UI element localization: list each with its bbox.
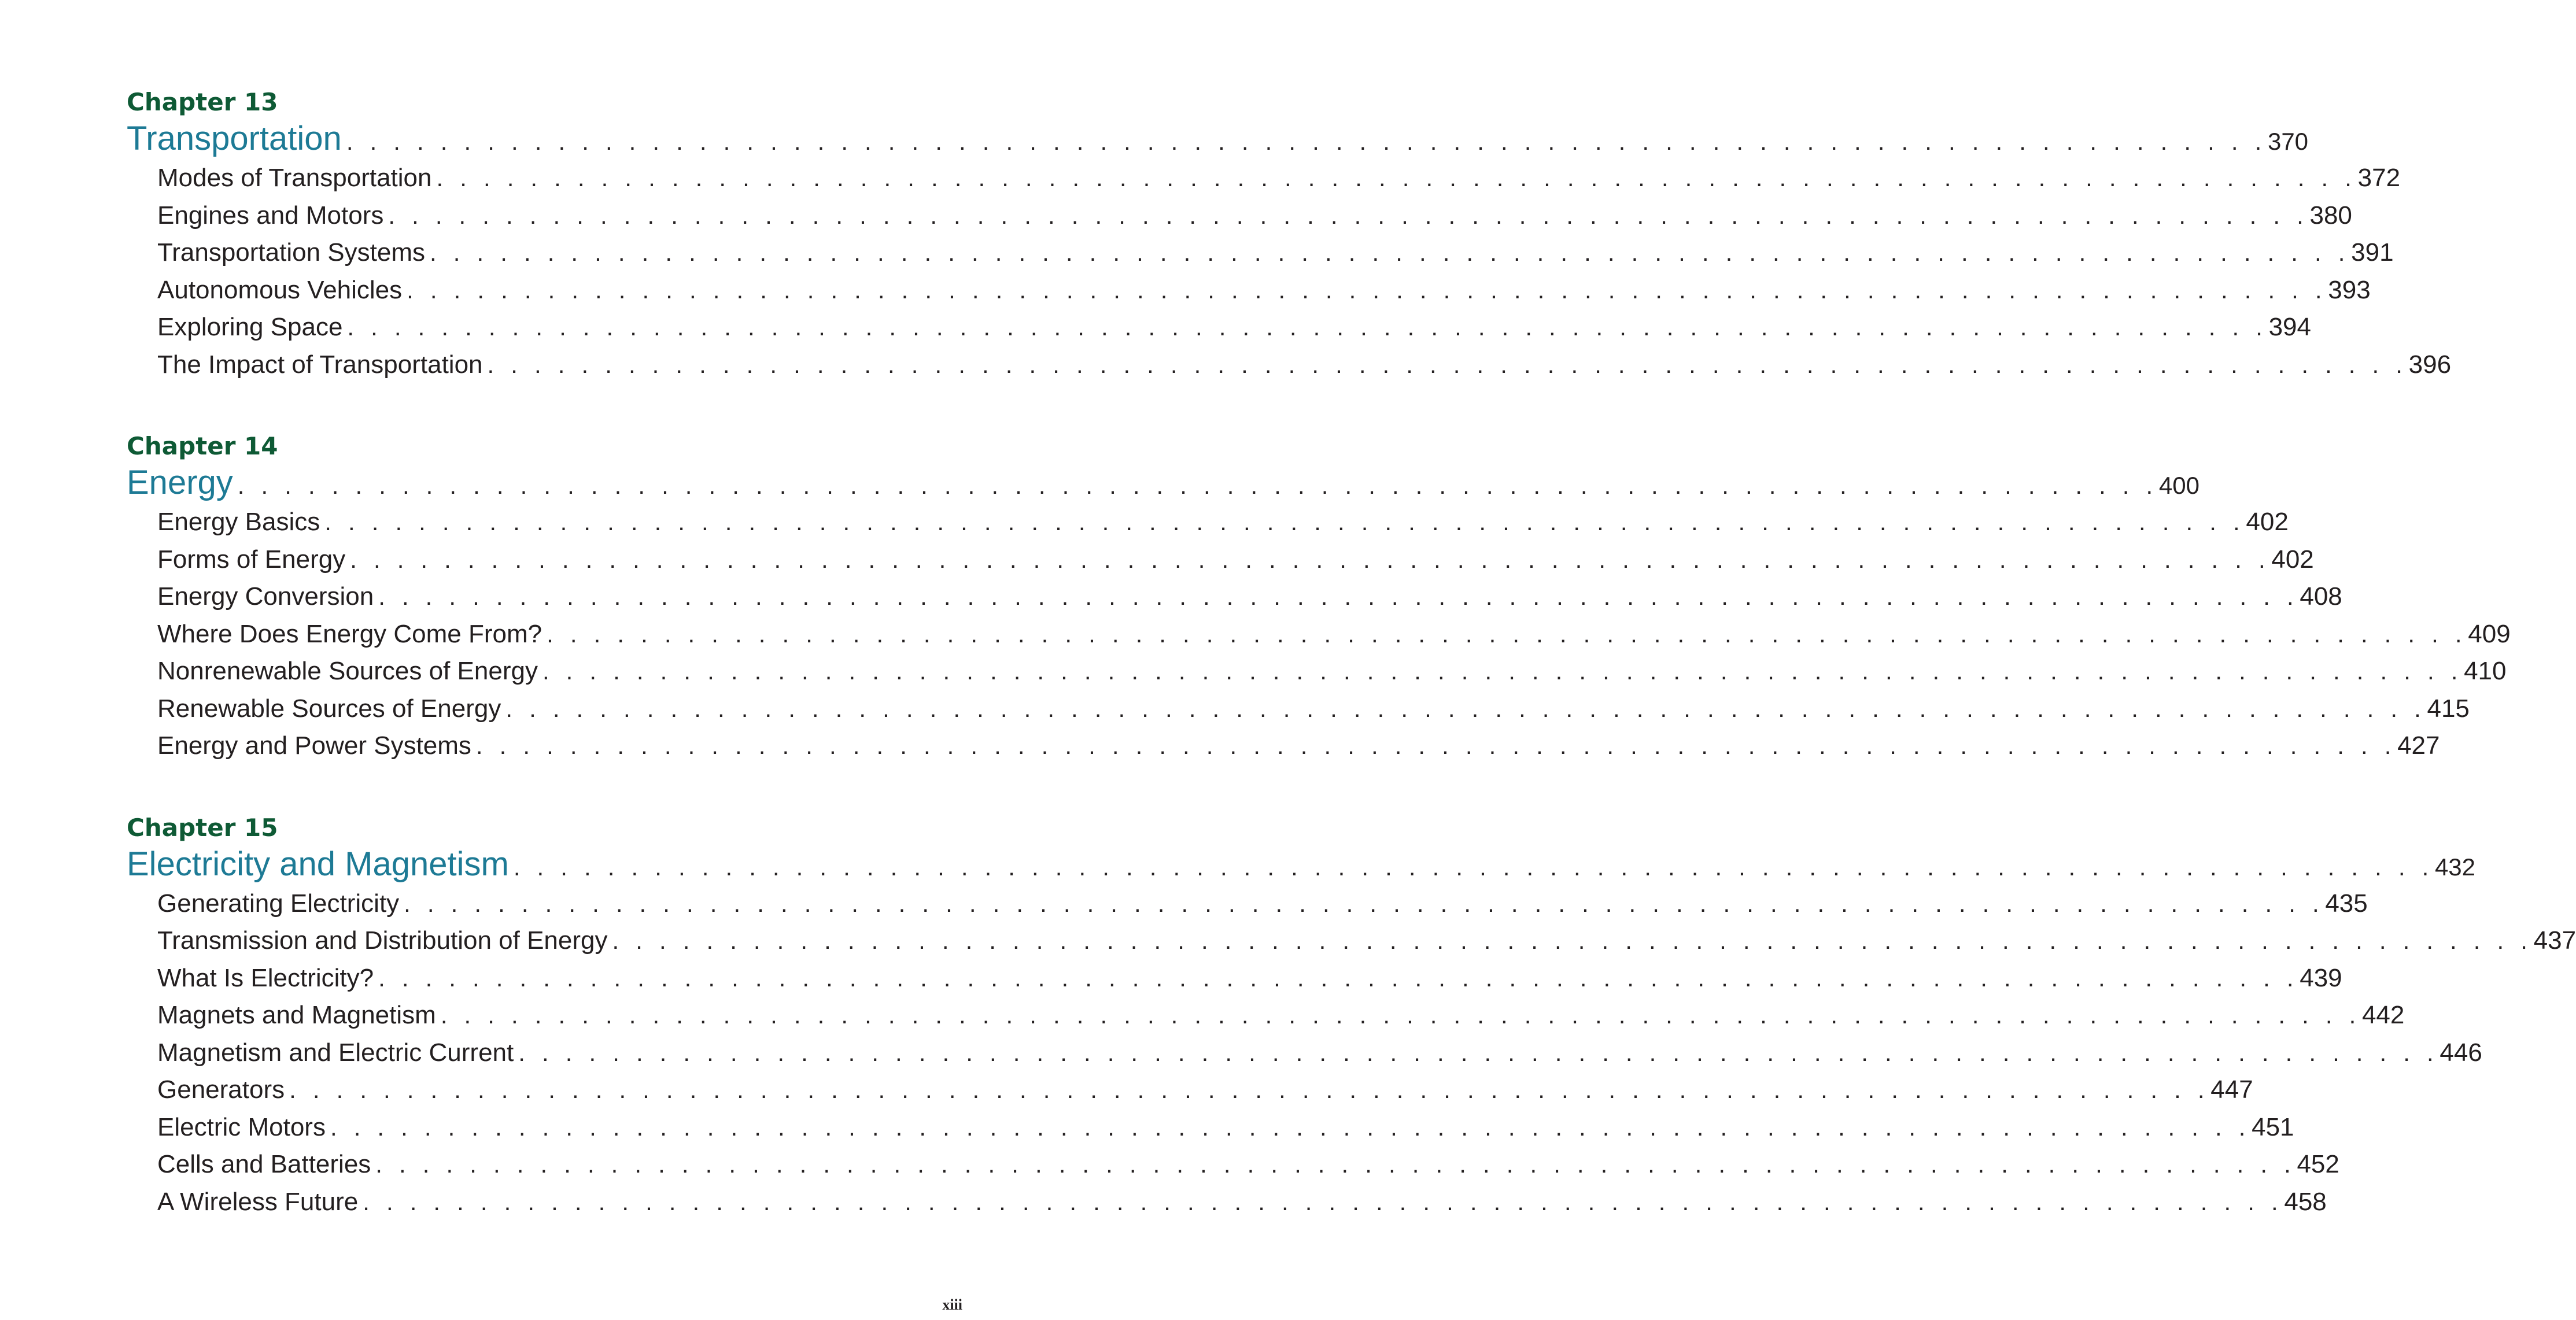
section-entry[interactable] [127,653,2507,690]
section-page-number: 435 [2325,889,2368,918]
section-page-number: 409 [2468,619,2511,648]
section-title: Renewable Sources of Energy [157,694,501,723]
dot-leader: . . . . . . . . . . . . . . . . . . . . . . . . . . . . . . . . . . . . . . . . . . . . . . . . . . . . . . . . . . . . . . . . . . . . . . . . . . . . . . . . . . [330,1113,2251,1141]
dot-leader: . . . . . . . . . . . . . . . . . . . . . . . . . . . . . . . . . . . . . . . . . . . . . . . . . . . . . . . . . . . . . . . . . . . . . . . . . . . . . . . . . . [487,350,2408,378]
section-page-number: 452 [2297,1150,2339,1178]
section-page-number: 380 [2309,201,2352,230]
section-title: Nonrenewable Sources of Energy [157,657,538,685]
section-title: Engines and Motors [157,201,384,230]
section-entry[interactable] [127,616,2511,653]
section-page-number: 442 [2361,1001,2405,1029]
section-entry[interactable] [127,690,2470,728]
section-entry[interactable] [127,272,2371,309]
section-title: Autonomous Vehicles [157,275,403,304]
chapter-title-entry[interactable] [127,844,2476,885]
section-title: Generators [157,1075,285,1104]
chapter-block [127,812,2576,1221]
section-entry[interactable] [127,960,2342,997]
dot-leader: . . . . . . . . . . . . . . . . . . . . . . . . . . . . . . . . . . . . . . . . . . . . . . . . . . . . . . . . . . . . . . . . . . . . . . . . . . . . . . . . . . [363,1188,2283,1215]
section-title: What Is Electricity? [157,963,374,992]
chapter-page-number: 432 [2434,853,2476,881]
section-page-number: 447 [2210,1075,2253,1104]
section-title: Electric Motors [157,1112,326,1141]
chapter-label: Chapter 13 [127,88,278,116]
dot-leader: . . . . . . . . . . . . . . . . . . . . . . . . . . . . . . . . . . . . . . . . . . . . . . . . . . . . . . . . . . . . . . . . . . . . . . . . . . . . . . . . . . [475,732,2397,759]
section-entry[interactable] [127,578,2342,616]
chapter-title-entry[interactable] [127,462,2199,504]
section-entry[interactable] [127,997,2405,1034]
section-title: Energy Conversion [157,582,374,611]
section-title: Cells and Batteries [157,1150,371,1178]
dot-leader: . . . . . . . . . . . . . . . . . . . . . . . . . . . . . . . . . . . . . . . . . . . . . . . . . . . . . . . . . . . . . . . . . . . . . . . . . . . . . . . . . . [350,545,2271,573]
section-entry[interactable] [127,160,2401,197]
section-title: The Impact of Transportation [157,350,483,379]
section-page-number: 402 [2271,545,2314,574]
dot-leader: . . . . . . . . . . . . . . . . . . . . . . . . . . . . . . . . . . . . . . . . . . . . . . . . . . . . . . . . . . . . . . . . . . . . . . . . . . . . . . . . . . [612,927,2533,954]
section-page-number: 451 [2252,1112,2294,1141]
section-title: Energy Basics [157,508,320,536]
section-entry[interactable] [127,1109,2294,1147]
section-entry[interactable] [127,727,2440,765]
section-page-number: 437 [2533,926,2576,955]
chapter-label: Chapter 15 [127,813,278,842]
section-title: Magnets and Magnetism [157,1001,436,1029]
section-page-number: 408 [2300,582,2342,611]
section-list [127,160,2452,383]
section-page-number: 446 [2440,1038,2482,1067]
section-title: Generating Electricity [157,889,400,918]
chapter-block [127,87,2452,383]
section-title: Magnetism and Electric Current [157,1038,514,1067]
dot-leader: . . . . . . . . . . . . . . . . . . . . . . . . . . . . . . . . . . . . . . . . . . . . . . . . . . . . . . . . . . . . . . . . . . . . . . . . . . . . . . . . . . [346,128,2267,155]
section-page-number: 402 [2246,508,2289,536]
section-page-number: 427 [2397,731,2440,760]
section-list [127,504,2511,765]
section-page-number: 393 [2328,275,2371,304]
dot-leader: . . . . . . . . . . . . . . . . . . . . . . . . . . . . . . . . . . . . . . . . . . . . . . . . . . . . . . . . . . . . . . . . . . . . . . . . . . . . . . . . . . [436,164,2357,191]
dot-leader: . . . . . . . . . . . . . . . . . . . . . . . . . . . . . . . . . . . . . . . . . . . . . . . . . . . . . . . . . . . . . . . . . . . . . . . . . . . . . . . . . . [289,1076,2210,1103]
dot-leader: . . . . . . . . . . . . . . . . . . . . . . . . . . . . . . . . . . . . . . . . . . . . . . . . . . . . . . . . . . . . . . . . . . . . . . . . . . . . . . . . . . [513,853,2434,881]
dot-leader: . . . . . . . . . . . . . . . . . . . . . . . . . . . . . . . . . . . . . . . . . . . . . . . . . . . . . . . . . . . . . . . . . . . . . . . . . . . . . . . . . . [388,201,2309,229]
dot-leader: . . . . . . . . . . . . . . . . . . . . . . . . . . . . . . . . . . . . . . . . . . . . . . . . . . . . . . . . . . . . . . . . . . . . . . . . . . . . . . . . . . [347,313,2268,341]
section-entry[interactable] [127,197,2352,235]
section-entry[interactable] [127,885,2368,923]
chapter-page-number: 370 [2267,128,2309,155]
dot-leader: . . . . . . . . . . . . . . . . . . . . . . . . . . . . . . . . . . . . . . . . . . . . . . . . . . . . . . . . . . . . . . . . . . . . . . . . . . . . . . . . . . [324,508,2245,535]
dot-leader: . . . . . . . . . . . . . . . . . . . . . . . . . . . . . . . . . . . . . . . . . . . . . . . . . . . . . . . . . . . . . . . . . . . . . . . . . . . . . . . . . . [378,964,2299,992]
section-entry[interactable] [127,234,2394,272]
dot-leader: . . . . . . . . . . . . . . . . . . . . . . . . . . . . . . . . . . . . . . . . . . . . . . . . . . . . . . . . . . . . . . . . . . . . . . . . . . . . . . . . . . [430,239,2350,266]
section-entry[interactable] [127,1184,2327,1221]
section-page-number: 415 [2427,694,2470,723]
section-page-number: 410 [2464,657,2507,685]
section-entry[interactable] [127,541,2314,579]
section-title: Exploring Space [157,313,343,341]
chapter-label: Chapter 14 [127,432,278,460]
section-entry[interactable] [127,1071,2253,1109]
section-page-number: 372 [2357,164,2401,192]
section-title: Transportation Systems [157,238,425,267]
section-list [127,885,2576,1221]
table-of-contents [127,87,2576,1221]
chapter-block [127,431,2511,765]
dot-leader: . . . . . . . . . . . . . . . . . . . . . . . . . . . . . . . . . . . . . . . . . . . . . . . . . . . . . . . . . . . . . . . . . . . . . . . . . . . . . . . . . . [407,276,2327,304]
page-number-folio: xiii [942,1296,962,1313]
dot-leader: . . . . . . . . . . . . . . . . . . . . . . . . . . . . . . . . . . . . . . . . . . . . . . . . . . . . . . . . . . . . . . . . . . . . . . . . . . . . . . . . . . [518,1038,2439,1066]
section-title: Where Does Energy Come From? [157,619,542,648]
dot-leader: . . . . . . . . . . . . . . . . . . . . . . . . . . . . . . . . . . . . . . . . . . . . . . . . . . . . . . . . . . . . . . . . . . . . . . . . . . . . . . . . . . [440,1001,2361,1029]
chapter-title: Electricity and Magnetism [127,845,509,883]
dot-leader: . . . . . . . . . . . . . . . . . . . . . . . . . . . . . . . . . . . . . . . . . . . . . . . . . . . . . . . . . . . . . . . . . . . . . . . . . . . . . . . . . . [547,620,2467,648]
dot-leader: . . . . . . . . . . . . . . . . . . . . . . . . . . . . . . . . . . . . . . . . . . . . . . . . . . . . . . . . . . . . . . . . . . . . . . . . . . . . . . . . . . [404,889,2324,917]
section-page-number: 396 [2408,350,2452,379]
section-entry[interactable] [127,309,2311,346]
section-title: Forms of Energy [157,545,346,574]
dot-leader: . . . . . . . . . . . . . . . . . . . . . . . . . . . . . . . . . . . . . . . . . . . . . . . . . . . . . . . . . . . . . . . . . . . . . . . . . . . . . . . . . . [378,583,2299,610]
section-title: Modes of Transportation [157,164,432,192]
section-entry[interactable] [127,504,2289,541]
section-entry[interactable] [127,1146,2339,1184]
chapter-title: Energy [127,464,233,501]
chapter-title: Transportation [127,120,342,157]
section-title: A Wireless Future [157,1187,359,1216]
chapter-title-entry[interactable] [127,118,2309,160]
chapter-page-number: 400 [2158,472,2199,499]
section-page-number: 439 [2300,963,2342,992]
dot-leader: . . . . . . . . . . . . . . . . . . . . . . . . . . . . . . . . . . . . . . . . . . . . . . . . . . . . . . . . . . . . . . . . . . . . . . . . . . . . . . . . . . [542,657,2463,685]
section-page-number: 391 [2351,238,2394,267]
section-entry[interactable] [127,1034,2482,1072]
dot-leader: . . . . . . . . . . . . . . . . . . . . . . . . . . . . . . . . . . . . . . . . . . . . . . . . . . . . . . . . . . . . . . . . . . . . . . . . . . . . . . . . . . [375,1151,2296,1178]
section-entry[interactable] [127,922,2576,960]
section-page-number: 394 [2268,313,2311,341]
section-title: Energy and Power Systems [157,731,471,760]
section-entry[interactable] [127,346,2452,384]
dot-leader: . . . . . . . . . . . . . . . . . . . . . . . . . . . . . . . . . . . . . . . . . . . . . . . . . . . . . . . . . . . . . . . . . . . . . . . . . . . . . . . . . . [237,472,2158,499]
section-title: Transmission and Distribution of Energy [157,926,608,955]
dot-leader: . . . . . . . . . . . . . . . . . . . . . . . . . . . . . . . . . . . . . . . . . . . . . . . . . . . . . . . . . . . . . . . . . . . . . . . . . . . . . . . . . . [505,694,2426,722]
section-page-number: 458 [2284,1187,2327,1216]
